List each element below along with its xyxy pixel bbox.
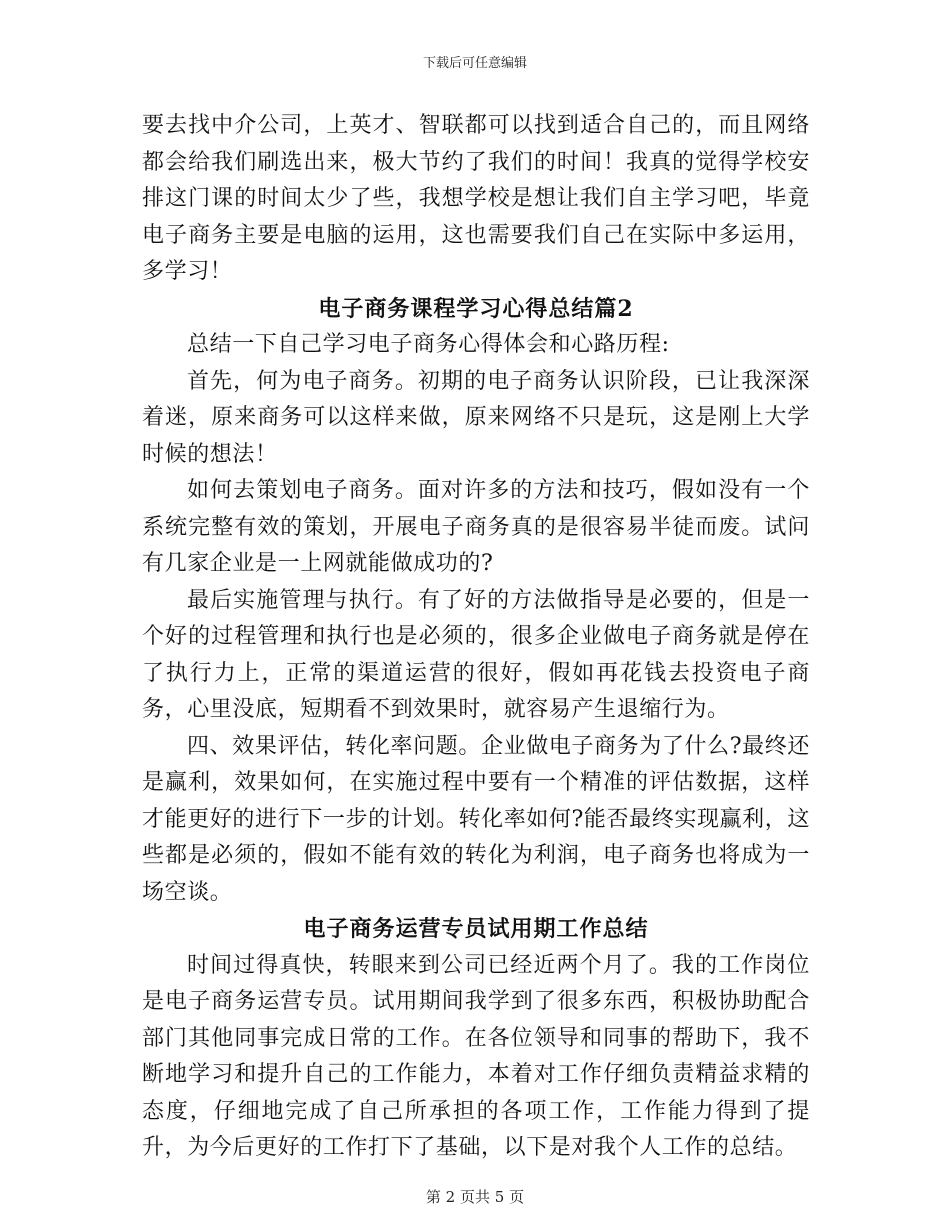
section-heading-probation-summary: 电子商务运营专员试用期工作总结 [303, 916, 649, 942]
page-footer: 第 2 页共 5 页 [425, 1188, 525, 1206]
page-header: 下载后可任意编辑 [422, 56, 527, 71]
paragraph-evaluation: 四、效果评估，转化率问题。企业做电子商务为了什么?最终还是赢利，效果如何，在实施过程中要有一个精准的评估数据，这样才能更好的进行下一步的计划。转化率如何?能否最终实现赢利，这些都是必须的，假如不能有效的转化为利润，电子商务也将成为一场空谈。 [142, 733, 810, 905]
paragraph-management: 最后实施管理与执行。有了好的方法做指导是必要的，但是一个好的过程管理和执行也是必须的，很多企业做电子商务就是停在了执行力上，正常的渠道运营的很好，假如再花钱去投资电子商务，心里没底，短期看不到效果时，就容易产生退缩行为。 [142, 587, 810, 722]
document-body [142, 108, 810, 1167]
section-heading-course-summary: 电子商务课程学习心得总结篇2 [318, 295, 634, 322]
paragraph-planning: 如何去策划电子商务。面对许多的方法和技巧，假如没有一个系统完整有效的策划，开展电子商务真的是很容易半徒而废。试问有几家企业是一上网就能做成功的? [142, 478, 810, 576]
paragraph-continued: 要去找中介公司，上英才、智联都可以找到适合自己的，而且网络都会给我们刷选出来，极大节约了我们的时间！我真的觉得学校安排这门课的时间太少了些，我想学校是想让我们自主学习吧，毕竟电子商务主要是电脑的运用，这也需要我们自己在实际中多运用，多学习！ [142, 113, 810, 284]
paragraph-intro: 总结一下自己学习电子商务心得体会和心路历程: [187, 332, 670, 357]
paragraph-first: 首先，何为电子商务。初期的电子商务认识阶段，已让我深深着迷，原来商务可以这样来做，原来网络不只是玩，这是刚上大学时候的想法！ [142, 368, 810, 467]
paragraph-probation: 时间过得真快，转眼来到公司已经近两个月了。我的工作岗位是电子商务运营专员。试用期间我学到了很多东西，积极协助配合部门其他同事完成日常的工作。在各位领导和同事的帮助下，我不断地学习和提升自己的工作能力，本着对工作仔细负责精益求精的态度，仔细地完成了自己所承担的各项工作，工作能力得到了提升，为今后更好的工作打下了基础，以下是对我个人工作的总结。 [142, 952, 810, 1160]
